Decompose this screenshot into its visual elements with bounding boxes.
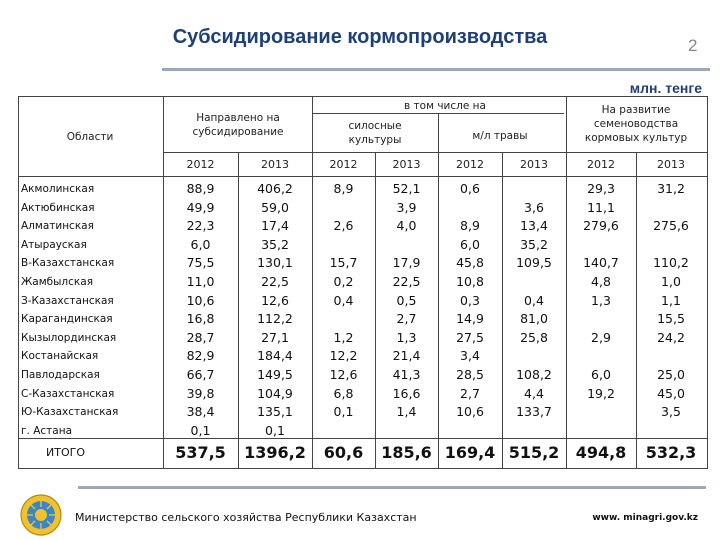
table-cell: 0,4 bbox=[524, 292, 544, 308]
table-cell: 4,8 bbox=[591, 274, 611, 289]
table-cell: 10,6 bbox=[456, 404, 484, 420]
table-cell: 8,9 bbox=[460, 218, 480, 234]
table-cell: 15,7 bbox=[329, 255, 358, 271]
region-name: З-Казахстанская bbox=[21, 294, 114, 307]
column-divider bbox=[18, 96, 19, 468]
table-cell: 12,6 bbox=[261, 292, 289, 308]
table-cell: 3,6 bbox=[524, 199, 544, 215]
table-cell bbox=[438, 422, 502, 440]
table-cell: 14,9 bbox=[456, 311, 484, 327]
table-cell: 1,1 bbox=[661, 292, 681, 308]
table-cell: 275,6 bbox=[653, 218, 689, 234]
table-cell: 88,9 bbox=[186, 181, 215, 196]
year-header: 2012 bbox=[329, 158, 358, 171]
header-seed: На развитие семеноводства кормовых культур bbox=[584, 104, 688, 144]
table-cell: 6,0 bbox=[460, 236, 480, 252]
region-name: г. Астана bbox=[21, 424, 72, 437]
table-cell: 3,9 bbox=[396, 199, 417, 215]
table-cell bbox=[566, 310, 636, 328]
region-name: В-Казахстанская bbox=[21, 257, 115, 270]
table-cell bbox=[502, 273, 566, 291]
table-cell: 6,0 bbox=[190, 236, 211, 252]
table-cell: 11,0 bbox=[186, 274, 215, 289]
table-cell: 10,6 bbox=[186, 292, 215, 308]
region-name: Кызылординская bbox=[21, 331, 117, 344]
table-cell bbox=[312, 422, 375, 440]
row-divider bbox=[18, 468, 708, 469]
table-cell: 12,6 bbox=[329, 367, 358, 382]
year-header: 2013 bbox=[657, 158, 685, 171]
table-cell: 11,1 bbox=[587, 199, 615, 215]
table-cell: 2,9 bbox=[591, 329, 611, 345]
total-cell: 185,6 bbox=[381, 443, 432, 462]
row-divider bbox=[18, 96, 708, 97]
table-cell: 22,5 bbox=[392, 274, 421, 289]
header-grasses: м/л травы bbox=[472, 130, 528, 142]
table-cell: 406,2 bbox=[257, 181, 293, 196]
table-cell bbox=[502, 422, 566, 440]
header-including: в том числе на bbox=[404, 100, 486, 112]
table-cell: 0,2 bbox=[333, 274, 354, 289]
table-cell: 1,3 bbox=[591, 292, 611, 308]
table-cell: 0,5 bbox=[396, 292, 417, 308]
year-header: 2012 bbox=[587, 158, 615, 171]
table-cell: 12,2 bbox=[329, 348, 358, 364]
region-name: Жамбылская bbox=[21, 276, 94, 288]
table-cell: 13,4 bbox=[520, 218, 548, 234]
table-cell: 27,1 bbox=[261, 329, 289, 345]
table-cell: 0,1 bbox=[265, 422, 285, 438]
table-cell: 184,4 bbox=[257, 348, 293, 364]
table-cell: 28,5 bbox=[456, 367, 484, 382]
table-cell: 39,8 bbox=[186, 385, 215, 401]
region-name: Алматинская bbox=[21, 220, 94, 233]
table-cell: 8,9 bbox=[333, 181, 354, 196]
row-divider bbox=[163, 152, 707, 153]
table-cell: 16,8 bbox=[186, 311, 215, 327]
table-cell bbox=[636, 422, 706, 440]
website-link[interactable]: www. minagri.gov.kz bbox=[592, 513, 698, 523]
region-name: С-Казахстанская bbox=[21, 387, 115, 400]
region-name: Костанайская bbox=[21, 350, 99, 363]
table-cell bbox=[636, 236, 706, 254]
table-cell: 82,9 bbox=[186, 348, 215, 364]
total-label: ИТОГО bbox=[46, 446, 85, 459]
table-cell: 112,2 bbox=[257, 311, 293, 327]
footer-divider bbox=[78, 486, 706, 489]
table-cell: 59,0 bbox=[261, 199, 289, 215]
table-cell: 22,3 bbox=[186, 218, 215, 234]
total-cell: 537,5 bbox=[175, 443, 226, 462]
table-cell bbox=[566, 347, 636, 365]
table-cell: 4,0 bbox=[396, 218, 417, 234]
table-cell bbox=[312, 236, 375, 254]
total-cell: 515,2 bbox=[508, 443, 560, 462]
table-cell: 110,2 bbox=[653, 255, 689, 271]
table-cell: 1,3 bbox=[396, 329, 417, 345]
table-cell: 104,9 bbox=[257, 385, 293, 401]
table-cell: 24,2 bbox=[657, 329, 685, 345]
column-divider bbox=[707, 96, 708, 468]
table-cell: 16,6 bbox=[392, 385, 421, 401]
table-cell: 10,8 bbox=[456, 274, 484, 289]
kazakhstan-emblem-icon bbox=[20, 494, 62, 536]
table-cell: 1,4 bbox=[396, 404, 417, 420]
total-cell: 532,3 bbox=[645, 443, 697, 462]
table-cell: 135,1 bbox=[257, 404, 293, 420]
table-cell: 38,4 bbox=[186, 404, 215, 420]
header-silage: силосные культуры bbox=[348, 120, 402, 146]
table-cell: 45,0 bbox=[657, 385, 685, 401]
table-cell: 35,2 bbox=[520, 236, 548, 252]
table-cell: 130,1 bbox=[257, 255, 293, 271]
table-cell: 15,5 bbox=[657, 311, 685, 327]
table-cell: 21,4 bbox=[392, 348, 421, 364]
table-cell: 4,4 bbox=[524, 385, 544, 401]
year-header: 2013 bbox=[392, 158, 421, 171]
table-cell: 2,6 bbox=[333, 218, 354, 234]
year-header: 2012 bbox=[186, 158, 215, 171]
table-cell: 17,4 bbox=[261, 218, 289, 234]
table-cell: 0,6 bbox=[460, 181, 480, 196]
table-cell: 41,3 bbox=[392, 367, 421, 382]
header-divider bbox=[162, 68, 710, 71]
table-cell: 6,8 bbox=[333, 385, 354, 401]
table-cell: 29,3 bbox=[587, 181, 615, 196]
region-name: Атырауская bbox=[21, 238, 87, 251]
table-cell bbox=[636, 199, 706, 217]
units-label: млн. тенге bbox=[629, 80, 702, 96]
table-cell bbox=[502, 180, 566, 198]
table-cell: 3,5 bbox=[661, 404, 681, 420]
table-cell: 45,8 bbox=[456, 255, 484, 271]
table-cell: 149,5 bbox=[257, 367, 293, 382]
region-name: Актюбинская bbox=[21, 201, 95, 214]
table-cell: 49,9 bbox=[186, 199, 215, 215]
total-cell: 494,8 bbox=[575, 443, 627, 462]
table-cell: 133,7 bbox=[516, 404, 552, 420]
table-cell: 35,2 bbox=[261, 236, 289, 252]
table-cell bbox=[636, 347, 706, 365]
table-cell: 108,2 bbox=[516, 367, 552, 382]
table-cell: 25,0 bbox=[657, 367, 685, 382]
table-cell: 0,4 bbox=[333, 292, 354, 308]
table-cell bbox=[312, 199, 375, 217]
total-cell: 1396,2 bbox=[244, 443, 306, 462]
table-cell: 17,9 bbox=[392, 255, 421, 271]
table-cell bbox=[566, 236, 636, 254]
table-cell: 75,5 bbox=[186, 255, 215, 271]
table-cell bbox=[375, 236, 438, 254]
region-name: Павлодарская bbox=[21, 369, 100, 381]
table-cell: 52,1 bbox=[392, 181, 421, 196]
table-cell bbox=[375, 422, 438, 440]
table-cell: 0,3 bbox=[460, 292, 480, 308]
table-cell: 6,0 bbox=[591, 367, 611, 382]
table-cell: 25,8 bbox=[520, 329, 548, 345]
table-cell: 279,6 bbox=[583, 218, 619, 234]
table-cell: 81,0 bbox=[520, 311, 548, 327]
table-cell: 28,7 bbox=[186, 329, 215, 345]
table-cell: 1,2 bbox=[333, 329, 354, 345]
table-cell: 3,4 bbox=[460, 348, 480, 364]
table-cell: 2,7 bbox=[460, 385, 480, 401]
total-cell: 60,6 bbox=[323, 443, 364, 462]
region-name: Акмолинская bbox=[21, 183, 95, 195]
ministry-name: Министерство сельского хозяйства Республики Казахстан bbox=[75, 511, 417, 524]
table-cell bbox=[566, 403, 636, 421]
table-cell bbox=[312, 310, 375, 328]
table-cell: 2,7 bbox=[396, 311, 417, 327]
total-cell: 169,4 bbox=[444, 443, 496, 462]
page-number: 2 bbox=[688, 36, 698, 55]
table-cell: 31,2 bbox=[657, 181, 685, 196]
row-divider bbox=[18, 176, 708, 177]
table-cell: 22,5 bbox=[261, 274, 289, 289]
table-cell: 0,1 bbox=[190, 422, 211, 438]
year-header: 2012 bbox=[456, 158, 484, 171]
table-cell: 1,0 bbox=[661, 274, 681, 289]
table-cell: 66,7 bbox=[186, 367, 215, 382]
header-regions: Области bbox=[66, 131, 114, 143]
table-cell bbox=[438, 199, 502, 217]
table-cell: 27,5 bbox=[456, 329, 484, 345]
year-header: 2013 bbox=[261, 158, 289, 171]
table-cell: 140,7 bbox=[583, 255, 619, 271]
slide-title: Субсидирование кормопроизводства bbox=[172, 26, 548, 48]
table-cell bbox=[566, 422, 636, 440]
header-directed: Направлено на субсидирование bbox=[192, 112, 284, 138]
table-cell: 109,5 bbox=[516, 255, 552, 271]
table-cell bbox=[502, 347, 566, 365]
table-cell: 19,2 bbox=[587, 385, 615, 401]
year-header: 2013 bbox=[520, 158, 548, 171]
table-cell: 0,1 bbox=[333, 404, 354, 420]
region-name: Ю-Казахстанская bbox=[21, 406, 119, 419]
region-name: Карагандинская bbox=[21, 313, 113, 326]
